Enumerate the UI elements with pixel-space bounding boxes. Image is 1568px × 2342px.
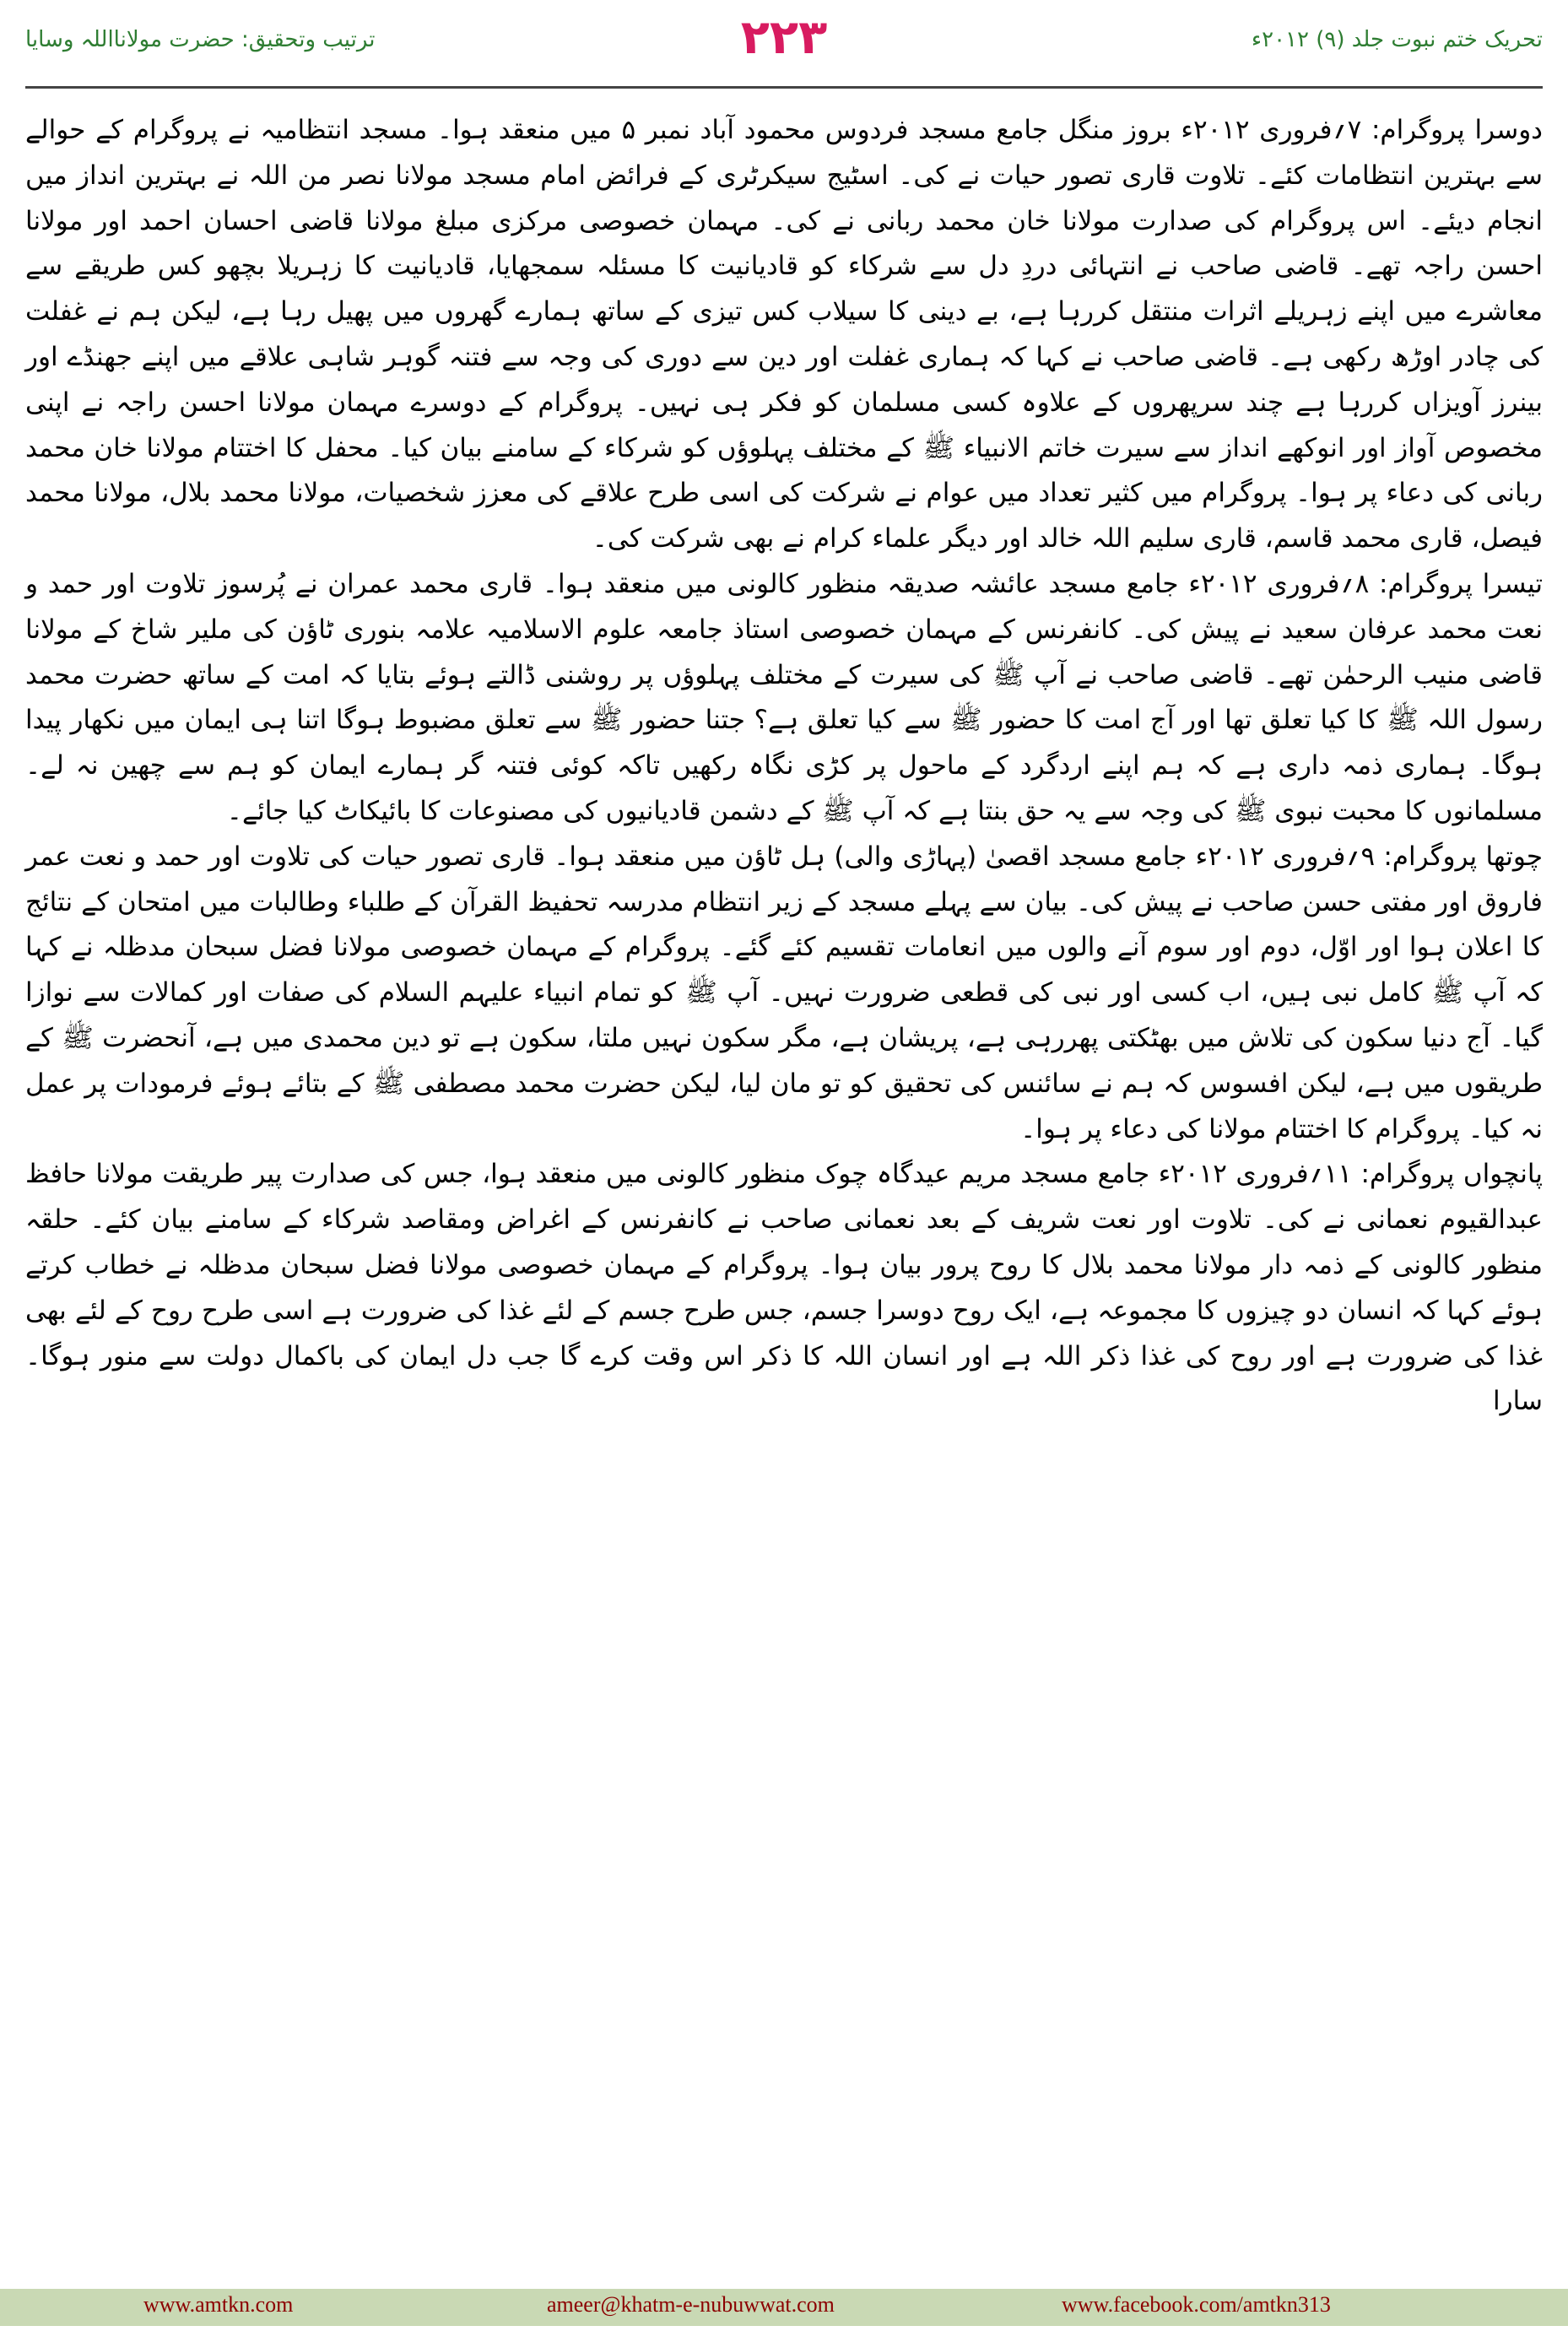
paragraph-program-5: پانچواں پروگرام: ۱۱؍فروری ۲۰۱۲ء جامع مسجد مریم عیدگاہ چوک منظور کالونی میں منعقد ہوا، جس کی صدارت پیر طریقت مولانا حافظ عبدالقیوم نعمانی نے کی۔ تلاوت اور نعت شریف کے بعد نعمانی صاحب نے کانفرنس کے اغراض ومقاصد شرکاء کے سامنے بیان کئے۔ حلقہ منظور کالونی کے ذمہ دار مولانا محمد بلال کا روح پرور بیان ہوا۔ پروگرام کے مہمان خصوصی مولانا فضل سبحان مدظلہ نے خطاب کرتے ہوئے کہا کہ انسان دو چیزوں کا مجموعہ ہے، ایک روح دوسرا جسم، جس طرح جسم کے لئے غذا کی ضرورت ہے اسی طرح روح کے لئے بھی غذا کی ضرورت ہے اور روح کی غذا ذکر اللہ ہے اور انسان اللہ کا ذکر اس وقت کرے گا جب دل ایمان کی باکمال دولت سے منور ہوگا۔ سارا: [25, 1159, 1543, 1417]
paragraph-program-3: تیسرا پروگرام: ۸؍فروری ۲۰۱۲ء جامع مسجد عائشہ صدیقہ منظور کالونی میں منعقد ہوا۔ قاری محمد عمران نے پُرسوز تلاوت اور حمد و نعت محمد عرفان سعید نے پیش کی۔ کانفرنس کے مہمان خصوصی استاذ جامعہ علوم الاسلامیہ علامہ بنوری ٹاؤن کی ملیر شاخ کے مولانا قاضی منیب الرحمٰن تھے۔ قاضی صاحب نے آپ ﷺ کی سیرت کے مختلف پہلوؤں پر روشنی ڈالتے ہوئے بتایا کہ امت کے ساتھ حضرت محمد رسول اللہ ﷺ کا کیا تعلق تھا اور آج امت کا حضور ﷺ سے کیا تعلق ہے؟ جتنا حضور ﷺ سے تعلق مضبوط ہوگا اتنا ہی ایمان میں نکھار پیدا ہوگا۔ ہماری ذمہ داری ہے کہ ہم اپنے اردگرد کے ماحول پر کڑی نگاہ رکھیں تاکہ کوئی فتنہ گر ہمارے ایمان کو ہم سے چھین نہ لے۔ مسلمانوں کا محبت نبوی ﷺ کی وجہ سے یہ حق بنتا ہے کہ آپ ﷺ کے دشمن قادیانیوں کی مصنوعات کا بائیکاٹ کیا جائے۔: [25, 568, 1543, 826]
compiler-credit: ترتیب وتحقیق: حضرت مولانااللہ وسایا: [25, 27, 376, 52]
header-divider: [25, 86, 1543, 89]
page-header: [25, 10, 1543, 78]
website-link[interactable]: www.amtkn.com: [143, 2292, 294, 2317]
paragraph-program-4: چوتھا پروگرام: ۹؍فروری ۲۰۱۲ء جامع مسجد اقصیٰ (پہاڑی والی) ہل ٹاؤن میں منعقد ہوا۔ قاری تصور حیات کی تلاوت اور حمد و نعت عمر فاروق اور مفتی حسن صاحب نے پیش کی۔ بیان سے پہلے مسجد کے زیر انتظام مدرسہ تحفیظ القرآن کے طلباء وطالبات میں امتحان کے نتائج کا اعلان ہوا اور اوّل، دوم اور سوم آنے والوں میں انعامات تقسیم کئے گئے۔ پروگرام کے مہمان خصوصی مولانا فضل سبحان مدظلہ نے کہا کہ آپ ﷺ کامل نبی ہیں، اب کسی اور نبی کی قطعی ضرورت نہیں۔ آپ ﷺ کو تمام انبیاء علیہم السلام کی صفات اور کمالات سے نوازا گیا۔ آج دنیا سکون کی تلاش میں بھٹکتی پھررہی ہے، پریشان ہے، مگر سکون نہیں ملتا، سکون ہے تو دین محمدی میں ہے، آنحضرت ﷺ کے طریقوں میں ہے، لیکن افسوس کہ ہم نے سائنس کی تحقیق کو تو مان لیا، لیکن حضرت محمد مصطفی ﷺ کے بتائے ہوئے فرمودات پر عمل نہ کیا۔ پروگرام کا اختتام مولانا کی دعاء پر ہوا۔: [25, 841, 1543, 1144]
paragraph-program-2: دوسرا پروگرام: ۷؍فروری ۲۰۱۲ء بروز منگل جامع مسجد فردوس محمود آباد نمبر ۵ میں منعقد ہوا۔ مسجد انتظامیہ نے پروگرام کے حوالے سے بہترین انتظامات کئے۔ تلاوت قاری تصور حیات نے کی۔ اسٹیج سیکرٹری کے فرائض امام مسجد مولانا نصر من اللہ نے بہترین انداز میں انجام دیئے۔ اس پروگرام کی صدارت مولانا خان محمد ربانی نے کی۔ مہمان خصوصی مرکزی مبلغ مولانا قاضی احسان احمد اور مولانا احسن راجہ تھے۔ قاضی صاحب نے انتہائی دردِ دل سے شرکاء کو قادیانیت کا مسئلہ سمجھایا، قادیانیت کا زہریلا بچھو کس طریقے سے معاشرے میں اپنے زہریلے اثرات منتقل کررہا ہے، بے دینی کا سیلاب کس تیزی کے ساتھ ہمارے گھروں میں پھیل رہا ہے، لیکن ہم نے غفلت کی چادر اوڑھ رکھی ہے۔ قاضی صاحب نے کہا کہ ہماری غفلت اور دین سے دوری کی وجہ سے فتنہ گوہر شاہی علاقے میں اپنے جھنڈے اور بینرز آویزاں کررہا ہے چند سرپھروں کے علاوہ کسی مسلمان کو فکر ہی نہیں۔ پروگرام کے دوسرے مہمان مولانا احسن راجہ نے اپنی مخصوص آواز اور انوکھے انداز سے سیرت خاتم الانبیاء ﷺ کے مختلف پہلوؤں کو شرکاء کے سامنے بیان کیا۔ محفل کا اختتام مولانا خان محمد ربانی کی دعاء پر ہوا۔ پروگرام میں کثیر تعداد میں عوام نے شرکت کی اسی طرح علاقے کی معزز شخصیات، مولانا محمد بلال، مولانا محمد فیصل، قاری محمد قاسم، قاری سلیم اللہ خالد اور دیگر علماء کرام نے بھی شرکت کی۔: [25, 115, 1543, 554]
email-link[interactable]: ameer@khatm-e-nubuwwat.com: [547, 2292, 835, 2317]
facebook-link[interactable]: www.facebook.com/amtkn313: [1062, 2292, 1331, 2317]
book-title: تحریک ختم نبوت جلد (۹) ۲۰۱۲ء: [1251, 27, 1543, 52]
page-number: ۲۲۳: [740, 10, 828, 65]
page-footer: [0, 2289, 1568, 2326]
article-body: [25, 108, 1543, 1425]
